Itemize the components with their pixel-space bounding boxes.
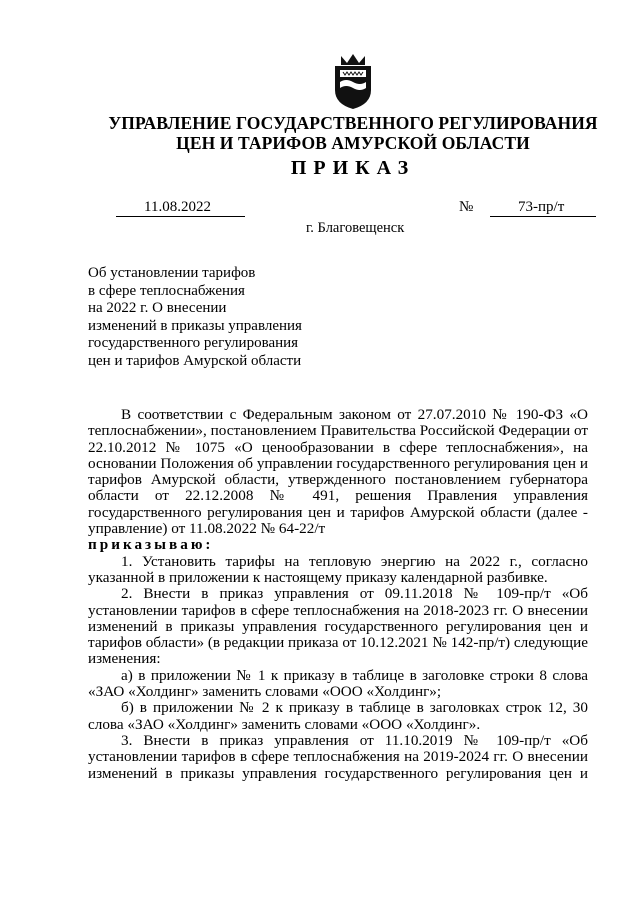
subject-line: на 2022 г. О внесении <box>88 300 227 316</box>
body-line: 1. Установить тарифы на тепловую энергию на 2022 г., согласно <box>121 552 588 570</box>
subject-line: Об установлении тарифов <box>88 265 256 281</box>
coat-of-arms-icon <box>331 52 375 110</box>
subject-line: в сфере теплоснабжения <box>88 282 245 299</box>
body-line: тарифов области» (в редакции приказа от 10.12.2021 № 142-пр/т) следующие <box>88 634 588 652</box>
order-number: 73-пр/т <box>518 199 565 215</box>
body-line: теплоснабжении», постановлением Правительства Российской Федерации от <box>88 422 589 440</box>
number-sign: № <box>459 199 474 215</box>
body-line: 22.10.2012 № 1075 «О ценообразовании в сфере теплоснабжения», на <box>88 438 588 456</box>
body-line: управление) от 11.08.2022 № 64-22/т <box>88 520 326 538</box>
body-line: области от 22.12.2008 № 491, решения Правления управления <box>88 487 588 505</box>
document-type-title: ПРИКАЗ <box>290 157 416 179</box>
subject-line: цен и тарифов Амурской области <box>88 352 302 369</box>
order-subject <box>88 265 302 370</box>
body-line: «ЗАО «Холдинг» заменить словами «ООО «Холдинг»; <box>88 683 442 701</box>
body-line: установлении тарифов в сфере теплоснабжения на 2019-2024 гг. О внесении <box>88 748 588 766</box>
body-line: установлении тарифов в сфере теплоснабжения на 2018-2023 гг. О внесении <box>88 601 588 619</box>
body-line: изменений в приказы управления государственного регулирования цен и <box>88 617 588 635</box>
body-line: а) в приложении № 1 к приказу в таблице в заголовке строки 8 слова <box>121 666 588 684</box>
order-date: 11.08.2022 <box>144 199 211 215</box>
body-line: указанной в приложении к настоящему приказу календарной разбивке. <box>88 568 548 586</box>
body-line: государственного регулирования цен и тарифов Амурской области (далее - <box>88 503 588 521</box>
body-line: основании Положения об управлении государственного регулирования цен и <box>88 454 588 472</box>
subject-line: государственного регулирования <box>88 335 299 351</box>
body-line: изменений в приказы управления государственного регулирования цен и <box>88 764 588 782</box>
body-line: б) в приложении № 2 к приказу в таблице в заголовках строк 12, 30 <box>121 699 588 717</box>
body-line: В соответствии с Федеральным законом от 27.07.2010 № 190-ФЗ «О <box>121 406 588 423</box>
body-line: 2. Внести в приказ управления от 09.11.2018 № 109-пр/т «Об <box>121 585 588 603</box>
subject-line: изменений в приказы управления <box>88 317 302 334</box>
agency-name-line1: УПРАВЛЕНИЕ ГОСУДАРСТВЕННОГО РЕГУЛИРОВАНИЯ <box>108 113 598 133</box>
order-date-field <box>116 199 245 217</box>
body-line: тарифов Амурской области, утвержденного постановлением губернатора <box>88 471 588 489</box>
order-number-field <box>490 199 596 217</box>
order-verb: приказываю: <box>88 536 214 554</box>
city-name: г. Благовещенск <box>306 220 405 236</box>
agency-name-line2: ЦЕН И ТАРИФОВ АМУРСКОЙ ОБЛАСТИ <box>176 133 530 153</box>
order-body <box>88 407 588 782</box>
body-line: слова «ЗАО «Холдинг» заменить словами «ООО «Холдинг». <box>88 715 481 733</box>
body-line: 3. Внести в приказ управления от 11.10.2019 № 109-пр/т «Об <box>121 731 588 749</box>
body-line: изменения: <box>88 650 161 668</box>
